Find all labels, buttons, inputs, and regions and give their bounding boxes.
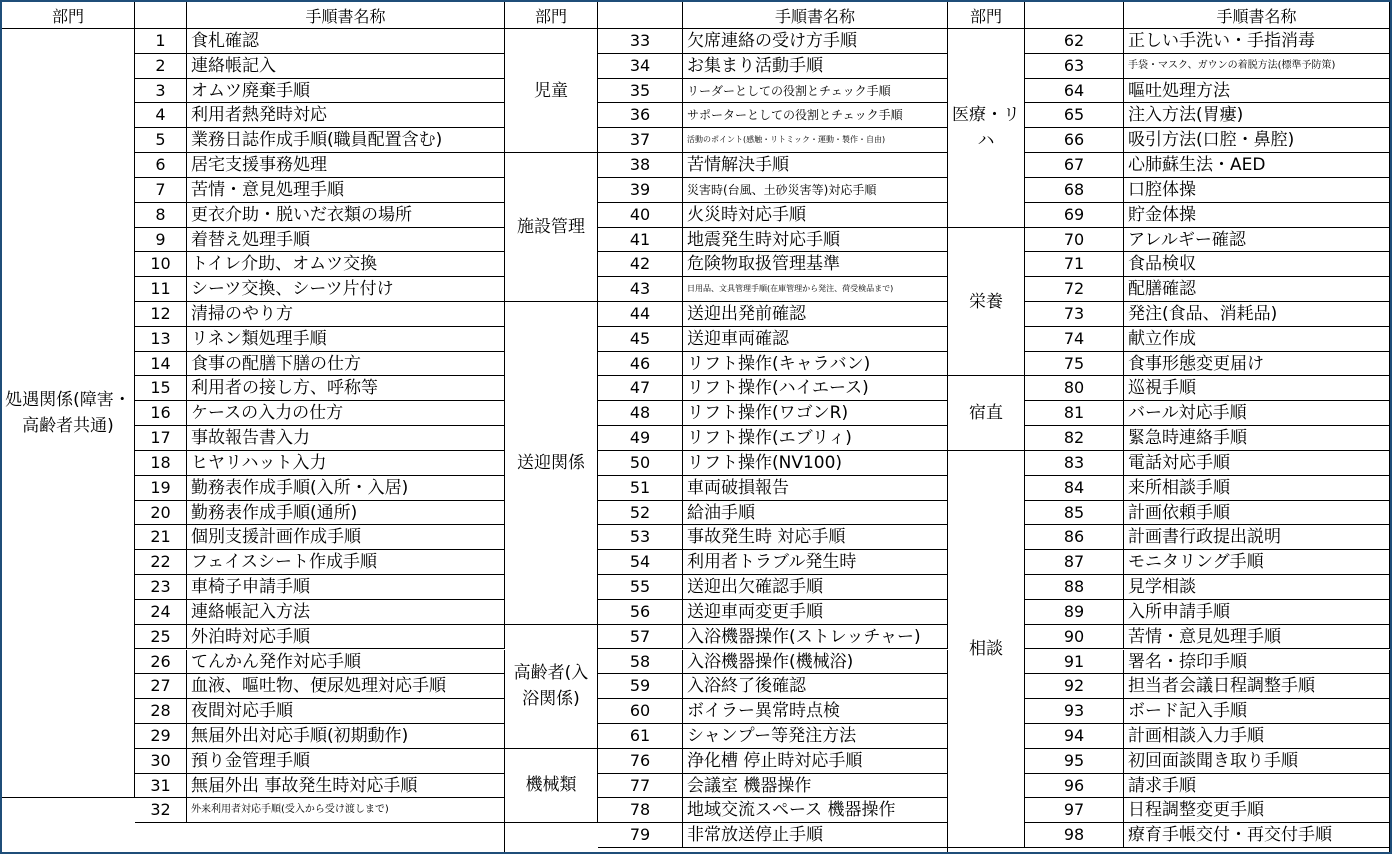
dept-header: 部門: [505, 2, 598, 29]
procedure-name: オムツ廃棄手順: [187, 79, 505, 104]
procedure-name: 無届外出対応手順(初期動作): [187, 724, 505, 749]
row-number: 76: [598, 749, 683, 774]
procedure-name: 送迎出発前確認: [683, 302, 948, 327]
row-number: 11: [135, 277, 187, 302]
procedure-name: 利用者熱発時対応: [187, 103, 505, 128]
row-number: 18: [135, 451, 187, 476]
procedure-name: 苦情解決手順: [683, 153, 948, 178]
procedure-name: 勤務表作成手順(通所): [187, 501, 505, 526]
row-number: 54: [598, 550, 683, 575]
procedure-name: 外泊時対応手順: [187, 625, 505, 650]
procedure-name: 火災時対応手順: [683, 203, 948, 228]
procedure-name: 苦情・意見処理手順: [187, 178, 505, 203]
procedure-name: 清掃のやり方: [187, 302, 505, 327]
procedure-name: 苦情・意見処理手順: [1124, 625, 1390, 650]
procedure-name: フェイスシート作成手順: [187, 550, 505, 575]
dept-cell: 栄養: [948, 228, 1025, 377]
procedure-name: 浄化槽 停止時対応手順: [683, 749, 948, 774]
row-number: 12: [135, 302, 187, 327]
row-number: 30: [135, 749, 187, 774]
empty-cell: [948, 848, 1390, 852]
procedure-name: 業務日誌作成手順(職員配置含む): [187, 128, 505, 153]
procedure-name: 利用者トラブル発生時: [683, 550, 948, 575]
procedure-name: 署名・捺印手順: [1124, 650, 1390, 675]
procedure-name: 担当者会議日程調整手順: [1124, 674, 1390, 699]
row-number: 37: [598, 128, 683, 153]
procedure-name: ボード記入手順: [1124, 699, 1390, 724]
row-number: 5: [135, 128, 187, 153]
row-number: 71: [1025, 252, 1124, 277]
procedure-name: 正しい手洗い・手指消毒: [1124, 29, 1390, 54]
procedure-name: 献立作成: [1124, 327, 1390, 352]
procedure-name: リネン類処理手順: [187, 327, 505, 352]
row-number: 86: [1025, 525, 1124, 550]
procedure-name: 来所相談手順: [1124, 476, 1390, 501]
procedure-name: 見学相談: [1124, 575, 1390, 600]
row-number: 25: [135, 625, 187, 650]
row-number: 69: [1025, 203, 1124, 228]
procedure-name: アレルギー確認: [1124, 228, 1390, 253]
row-number: 8: [135, 203, 187, 228]
row-number: 75: [1025, 352, 1124, 377]
number-header: [135, 2, 187, 29]
procedure-name: 電話対応手順: [1124, 451, 1390, 476]
procedure-name: 外来利用者対応手順(受入から受け渡しまで): [187, 798, 505, 823]
row-number: 15: [135, 376, 187, 401]
row-number: 48: [598, 401, 683, 426]
row-number: 90: [1025, 625, 1124, 650]
procedure-name: 配膳確認: [1124, 277, 1390, 302]
dept-cell: 高齢者(入浴関係): [505, 625, 598, 749]
row-number: 1: [135, 29, 187, 54]
procedure-name: 口腔体操: [1124, 178, 1390, 203]
row-number: 9: [135, 228, 187, 253]
procedure-name: リフト操作(エブリィ): [683, 426, 948, 451]
procedure-name: 注入方法(胃瘻): [1124, 103, 1390, 128]
number-header: [598, 2, 683, 29]
row-number: 94: [1025, 724, 1124, 749]
procedure-name: 食事形態変更届け: [1124, 352, 1390, 377]
dept-cell: 送迎関係: [505, 302, 598, 625]
row-number: 92: [1025, 674, 1124, 699]
row-number: 93: [1025, 699, 1124, 724]
procedure-name: 着替え処理手順: [187, 228, 505, 253]
procedure-name: 嘔吐処理方法: [1124, 79, 1390, 104]
row-number: 34: [598, 54, 683, 79]
row-number: 96: [1025, 774, 1124, 799]
dept-cell: 施設管理: [505, 153, 598, 302]
procedure-name: リフト操作(ハイエース): [683, 376, 948, 401]
row-number: 31: [135, 774, 187, 799]
procedure-name: 送迎車両変更手順: [683, 600, 948, 625]
procedure-name: リフト操作(キャラバン): [683, 352, 948, 377]
procedure-name: 計画相談入力手順: [1124, 724, 1390, 749]
procedure-name: トイレ介助、オムツ交換: [187, 252, 505, 277]
row-number: 20: [135, 501, 187, 526]
row-number: 64: [1025, 79, 1124, 104]
row-number: 55: [598, 575, 683, 600]
row-number: 27: [135, 674, 187, 699]
row-number: 80: [1025, 376, 1124, 401]
row-number: 26: [135, 650, 187, 675]
procedure-name: 日程調整変更手順: [1124, 798, 1390, 823]
procedure-name: リフト操作(NV100): [683, 451, 948, 476]
procedure-name: 送迎車両確認: [683, 327, 948, 352]
procedure-name: 給油手順: [683, 501, 948, 526]
procedure-name: 活動のポイント(感触・リトミック・運動・製作・自由): [683, 128, 948, 153]
row-number: 88: [1025, 575, 1124, 600]
row-number: 59: [598, 674, 683, 699]
procedure-name: 危険物取扱管理基準: [683, 252, 948, 277]
dept-cell: 医療・リハ: [948, 29, 1025, 228]
row-number: 85: [1025, 501, 1124, 526]
procedure-name: 地震発生時対応手順: [683, 228, 948, 253]
procedure-name: 夜間対応手順: [187, 699, 505, 724]
row-number: 68: [1025, 178, 1124, 203]
empty-cell: [2, 823, 505, 852]
row-number: 29: [135, 724, 187, 749]
row-number: 79: [598, 823, 683, 848]
row-number: 57: [598, 625, 683, 650]
dept-cell: 相談: [948, 451, 1025, 848]
row-number: 98: [1025, 823, 1124, 848]
row-number: 39: [598, 178, 683, 203]
procedure-name: 非常放送停止手順: [683, 823, 948, 848]
row-number: 33: [598, 29, 683, 54]
procedure-name: 巡視手順: [1124, 376, 1390, 401]
procedure-name: 災害時(台風、土砂災害等)対応手順: [683, 178, 948, 203]
procedure-name: 計画書行政提出説明: [1124, 525, 1390, 550]
row-number: 51: [598, 476, 683, 501]
row-number: 23: [135, 575, 187, 600]
row-number: 87: [1025, 550, 1124, 575]
row-number: 62: [1025, 29, 1124, 54]
row-number: 24: [135, 600, 187, 625]
row-number: 10: [135, 252, 187, 277]
procedure-name: 食札確認: [187, 29, 505, 54]
procedure-name: 個別支援計画作成手順: [187, 525, 505, 550]
row-number: 72: [1025, 277, 1124, 302]
row-number: 60: [598, 699, 683, 724]
row-number: 17: [135, 426, 187, 451]
row-number: 45: [598, 327, 683, 352]
row-number: 7: [135, 178, 187, 203]
procedure-name: 連絡帳記入: [187, 54, 505, 79]
procedure-name: サポーターとしての役割とチェック手順: [683, 103, 948, 128]
row-number: 3: [135, 79, 187, 104]
name-header: 手順書名称: [1124, 2, 1390, 29]
procedure-name: 事故発生時 対応手順: [683, 525, 948, 550]
procedure-name: シーツ交換、シーツ片付け: [187, 277, 505, 302]
row-number: 70: [1025, 228, 1124, 253]
procedure-name: 車椅子申請手順: [187, 575, 505, 600]
dept-cell: 児童: [505, 29, 598, 153]
row-number: 43: [598, 277, 683, 302]
procedure-name: 勤務表作成手順(入所・入居): [187, 476, 505, 501]
procedure-name: 欠席連絡の受け方手順: [683, 29, 948, 54]
row-number: 38: [598, 153, 683, 178]
row-number: 78: [598, 798, 683, 823]
row-number: 14: [135, 352, 187, 377]
procedure-name: 食品検収: [1124, 252, 1390, 277]
row-number: 32: [135, 798, 187, 823]
row-number: 13: [135, 327, 187, 352]
dept-header: 部門: [2, 2, 135, 29]
procedure-name: 計画依頼手順: [1124, 501, 1390, 526]
row-number: 42: [598, 252, 683, 277]
procedure-name: リーダーとしての役割とチェック手順: [683, 79, 948, 104]
procedure-name: 居宅支援事務処理: [187, 153, 505, 178]
procedure-name: 貯金体操: [1124, 203, 1390, 228]
row-number: 19: [135, 476, 187, 501]
procedure-name: ケースの入力の仕方: [187, 401, 505, 426]
procedure-name: 会議室 機器操作: [683, 774, 948, 799]
procedure-name: 心肺蘇生法・AED: [1124, 153, 1390, 178]
procedure-name: 事故報告書入力: [187, 426, 505, 451]
procedure-name: お集まり活動手順: [683, 54, 948, 79]
row-number: 36: [598, 103, 683, 128]
procedure-name: 緊急時連絡手順: [1124, 426, 1390, 451]
row-number: 61: [598, 724, 683, 749]
procedure-name: 車両破損報告: [683, 476, 948, 501]
row-number: 53: [598, 525, 683, 550]
procedure-name: 手袋・マスク、ガウンの着脱方法(標準予防策): [1124, 54, 1390, 79]
row-number: 58: [598, 650, 683, 675]
row-number: 66: [1025, 128, 1124, 153]
procedure-name: てんかん発作対応手順: [187, 650, 505, 675]
number-header: [1025, 2, 1124, 29]
procedure-name: バール対応手順: [1124, 401, 1390, 426]
row-number: 73: [1025, 302, 1124, 327]
row-number: 21: [135, 525, 187, 550]
row-number: 91: [1025, 650, 1124, 675]
row-number: 81: [1025, 401, 1124, 426]
procedure-name: 請求手順: [1124, 774, 1390, 799]
row-number: 77: [598, 774, 683, 799]
procedure-name: リフト操作(ワゴンR): [683, 401, 948, 426]
row-number: 22: [135, 550, 187, 575]
row-number: 84: [1025, 476, 1124, 501]
row-number: 16: [135, 401, 187, 426]
row-number: 46: [598, 352, 683, 377]
procedure-name: ヒヤリハット入力: [187, 451, 505, 476]
dept-cell: 処遇関係(障害・高齢者共通): [2, 29, 135, 798]
row-number: 40: [598, 203, 683, 228]
name-header: 手順書名称: [187, 2, 505, 29]
procedure-name: 無届外出 事故発生時対応手順: [187, 774, 505, 799]
procedure-name: 入浴機器操作(機械浴): [683, 650, 948, 675]
row-number: 83: [1025, 451, 1124, 476]
procedure-name: 日用品、文具管理手順(在庫管理から発注、荷受検品まで): [683, 277, 948, 302]
row-number: 44: [598, 302, 683, 327]
dept-cell: 機械類: [505, 749, 598, 823]
row-number: 52: [598, 501, 683, 526]
procedure-name: 入浴機器操作(ストレッチャー): [683, 625, 948, 650]
row-number: 97: [1025, 798, 1124, 823]
empty-cell: [505, 848, 948, 852]
dept-header: 部門: [948, 2, 1025, 29]
row-number: 74: [1025, 327, 1124, 352]
procedure-name: 利用者の接し方、呼称等: [187, 376, 505, 401]
row-number: 82: [1025, 426, 1124, 451]
row-number: 35: [598, 79, 683, 104]
row-number: 89: [1025, 600, 1124, 625]
row-number: 50: [598, 451, 683, 476]
procedure-name: 発注(食品、消耗品): [1124, 302, 1390, 327]
row-number: 56: [598, 600, 683, 625]
row-number: 65: [1025, 103, 1124, 128]
procedure-name: 入所申請手順: [1124, 600, 1390, 625]
procedure-name: 更衣介助・脱いだ衣類の場所: [187, 203, 505, 228]
name-header: 手順書名称: [683, 2, 948, 29]
procedure-name: ボイラー異常時点検: [683, 699, 948, 724]
procedure-name: 連絡帳記入方法: [187, 600, 505, 625]
row-number: 41: [598, 228, 683, 253]
procedure-name: シャンプー等発注方法: [683, 724, 948, 749]
procedure-name: 地域交流スペース 機器操作: [683, 798, 948, 823]
row-number: 49: [598, 426, 683, 451]
row-number: 6: [135, 153, 187, 178]
row-number: 47: [598, 376, 683, 401]
procedure-name: 入浴終了後確認: [683, 674, 948, 699]
row-number: 28: [135, 699, 187, 724]
row-number: 95: [1025, 749, 1124, 774]
procedure-name: 送迎出欠確認手順: [683, 575, 948, 600]
procedure-name: 吸引方法(口腔・鼻腔): [1124, 128, 1390, 153]
procedure-name: 血液、嘔吐物、便尿処理対応手順: [187, 674, 505, 699]
dept-cell: 宿直: [948, 376, 1025, 450]
procedure-name: 食事の配膳下膳の仕方: [187, 352, 505, 377]
procedure-name: 預り金管理手順: [187, 749, 505, 774]
procedure-name: 初回面談聞き取り手順: [1124, 749, 1390, 774]
row-number: 63: [1025, 54, 1124, 79]
row-number: 4: [135, 103, 187, 128]
row-number: 67: [1025, 153, 1124, 178]
row-number: 2: [135, 54, 187, 79]
procedure-name: モニタリング手順: [1124, 550, 1390, 575]
procedure-name: 療育手帳交付・再交付手順: [1124, 823, 1390, 848]
